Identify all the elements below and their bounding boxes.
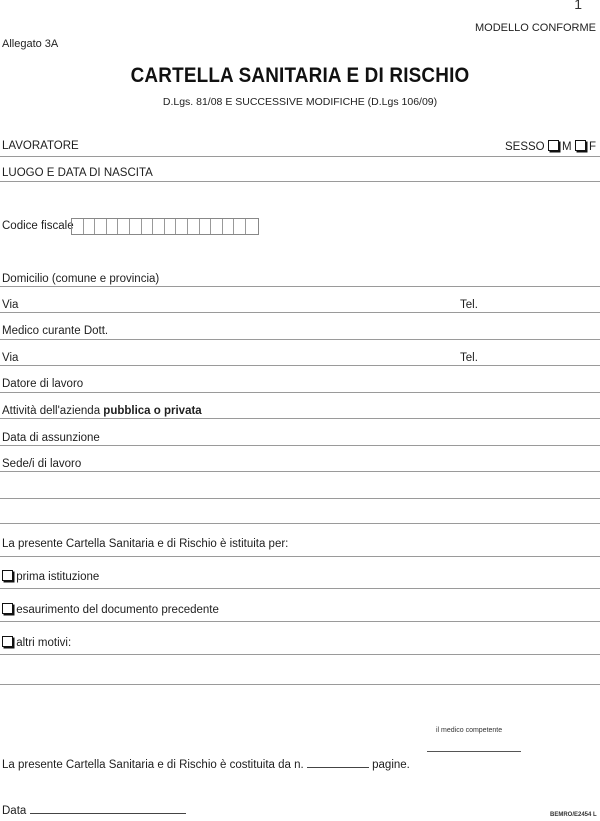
fiscal-code-cell[interactable] xyxy=(84,219,96,234)
conformity-label: MODELLO CONFORME xyxy=(474,22,596,34)
fiscal-code-cell[interactable] xyxy=(246,219,258,234)
workplace-line-2 xyxy=(0,498,600,499)
street2-label: Via xyxy=(2,352,19,364)
date-field xyxy=(2,805,186,817)
option-first-institution[interactable] xyxy=(2,570,99,583)
option-other-checkbox[interactable] xyxy=(2,636,13,647)
doctor-label: Medico curante Dott. xyxy=(2,325,109,337)
pages-statement xyxy=(2,759,410,771)
pages-count-field[interactable] xyxy=(307,767,369,768)
fiscal-code-cell[interactable] xyxy=(165,219,177,234)
fiscal-code-cell[interactable] xyxy=(153,219,165,234)
worker-line xyxy=(0,156,600,157)
date-input[interactable] xyxy=(30,813,186,814)
option-other-line xyxy=(0,654,600,655)
pages-prefix: La presente Cartella Sanitaria e di Rischio è costituita da n. xyxy=(2,759,304,771)
competent-doctor-caption: il medico competente xyxy=(436,727,503,734)
date-label: Data xyxy=(2,805,27,817)
employer-label: Datore di lavoro xyxy=(2,378,84,390)
company-activity-label xyxy=(2,405,202,417)
fiscal-code-cell[interactable] xyxy=(176,219,188,234)
page-number: 1 xyxy=(574,0,582,12)
form-code: BEMRO/E2454 L xyxy=(550,812,597,818)
hire-date-line xyxy=(0,445,600,446)
option-other-line-2 xyxy=(0,684,600,685)
option-first-checkbox[interactable] xyxy=(2,570,13,581)
domicile-label: Domicilio (comune e provincia) xyxy=(2,273,160,285)
annex-label: Allegato 3A xyxy=(2,38,59,50)
fiscal-code-cell[interactable] xyxy=(142,219,154,234)
sex-label: SESSO xyxy=(505,141,545,153)
street1-line xyxy=(0,312,600,313)
fiscal-code-cell[interactable] xyxy=(72,219,84,234)
sex-field xyxy=(505,140,596,153)
workplace-line-3 xyxy=(0,523,600,524)
fiscal-code-label: Codice fiscale xyxy=(2,220,74,232)
domicile-line xyxy=(0,286,600,287)
workplace-label: Sede/i di lavoro xyxy=(2,458,82,470)
street2-line xyxy=(0,365,600,366)
document-subtitle: D.Lgs. 81/08 E SUCCESSIVE MODIFICHE (D.Lgs 106/09) xyxy=(162,96,438,108)
sex-m-checkbox[interactable] xyxy=(548,140,559,151)
doctor-line xyxy=(0,339,600,340)
option-exhaustion-label: esaurimento del documento precedente xyxy=(16,604,219,616)
hire-date-label: Data di assunzione xyxy=(2,432,100,444)
street1-label: Via xyxy=(2,299,19,311)
employer-line xyxy=(0,392,600,393)
sex-f-label: F xyxy=(589,141,597,153)
fiscal-code-cell[interactable] xyxy=(95,219,107,234)
fiscal-code-cell[interactable] xyxy=(200,219,212,234)
sex-m-label: M xyxy=(562,141,572,153)
fiscal-code-cell[interactable] xyxy=(130,219,142,234)
option-first-line xyxy=(0,588,600,589)
document-title: CARTELLA SANITARIA E DI RISCHIO xyxy=(130,64,470,87)
fiscal-code-cell[interactable] xyxy=(188,219,200,234)
fiscal-code-cell[interactable] xyxy=(118,219,130,234)
company-activity-prefix: Attività dell'azienda xyxy=(2,405,104,417)
sex-f-checkbox[interactable] xyxy=(575,140,586,151)
birth-line xyxy=(0,181,600,182)
option-exhaustion-checkbox[interactable] xyxy=(2,603,13,614)
option-first-label: prima istituzione xyxy=(16,571,100,583)
worker-label: LAVORATORE xyxy=(2,140,79,152)
institution-line xyxy=(0,556,600,557)
phone1-label: Tel. xyxy=(460,299,478,311)
institution-intro: La presente Cartella Sanitaria e di Rischio è istituita per: xyxy=(2,538,289,550)
fiscal-code-cell[interactable] xyxy=(211,219,223,234)
option-exhaustion-line xyxy=(0,621,600,622)
birth-place-date-label: LUOGO E DATA DI NASCITA xyxy=(2,167,153,179)
pages-suffix: pagine. xyxy=(372,759,410,771)
fiscal-code-cell[interactable] xyxy=(223,219,235,234)
fiscal-code-cell[interactable] xyxy=(107,219,119,234)
option-other[interactable] xyxy=(2,636,71,649)
option-other-label: altri motivi: xyxy=(16,637,72,649)
company-activity-type: pubblica o privata xyxy=(103,405,202,417)
signature-line[interactable] xyxy=(427,751,521,752)
phone2-label: Tel. xyxy=(460,352,478,364)
fiscal-code-grid[interactable] xyxy=(71,218,259,235)
workplace-line xyxy=(0,471,600,472)
fiscal-code-cell[interactable] xyxy=(234,219,246,234)
activity-line xyxy=(0,418,600,419)
option-exhaustion[interactable] xyxy=(2,603,219,616)
